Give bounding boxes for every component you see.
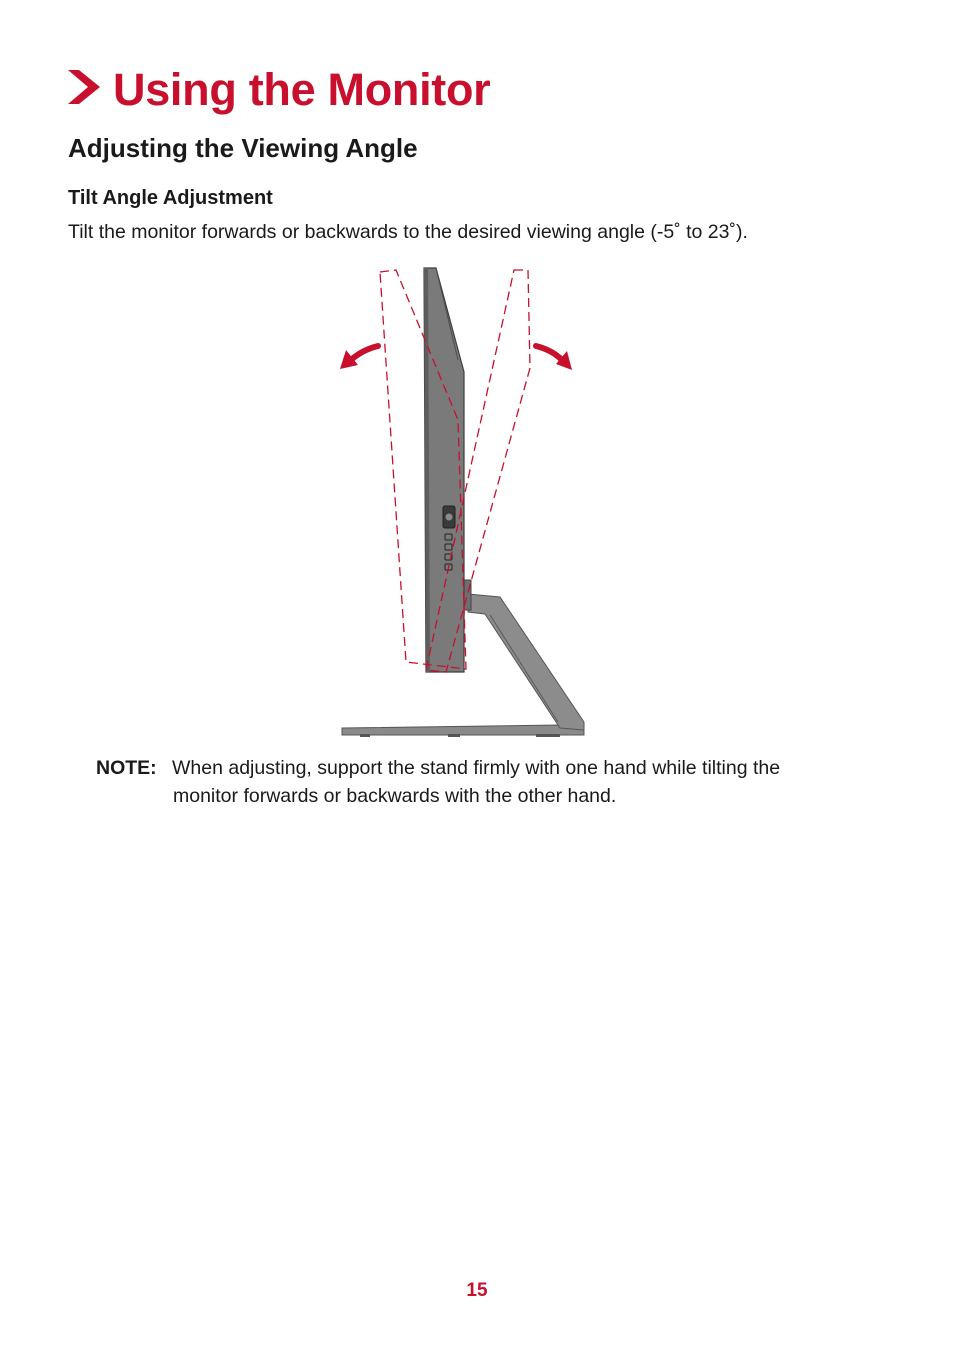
note: [96, 754, 896, 810]
note-line-1: [96, 754, 896, 782]
monitor-side-view: [424, 268, 464, 672]
page-title: Using the Monitor: [113, 64, 491, 115]
page-number: 15: [466, 1280, 488, 1301]
section-heading: Adjusting the Viewing Angle: [68, 133, 418, 163]
curved-arrow-left-icon: [340, 346, 378, 369]
note-text-1: When adjusting, support the stand firmly with one hand while tilting the: [172, 757, 781, 779]
curved-arrow-right-icon: [536, 346, 572, 370]
tilt-illustration: [330, 262, 600, 742]
sub-heading: Tilt Angle Adjustment: [68, 187, 273, 209]
note-text-2: monitor forwards or backwards with the other hand.: [173, 785, 617, 807]
note-label: NOTE:: [96, 757, 157, 779]
chevron-right-icon: [66, 68, 102, 106]
intro-text: Tilt the monitor forwards or backwards to the desired viewing angle (-5˚ to 23˚).: [68, 221, 748, 243]
